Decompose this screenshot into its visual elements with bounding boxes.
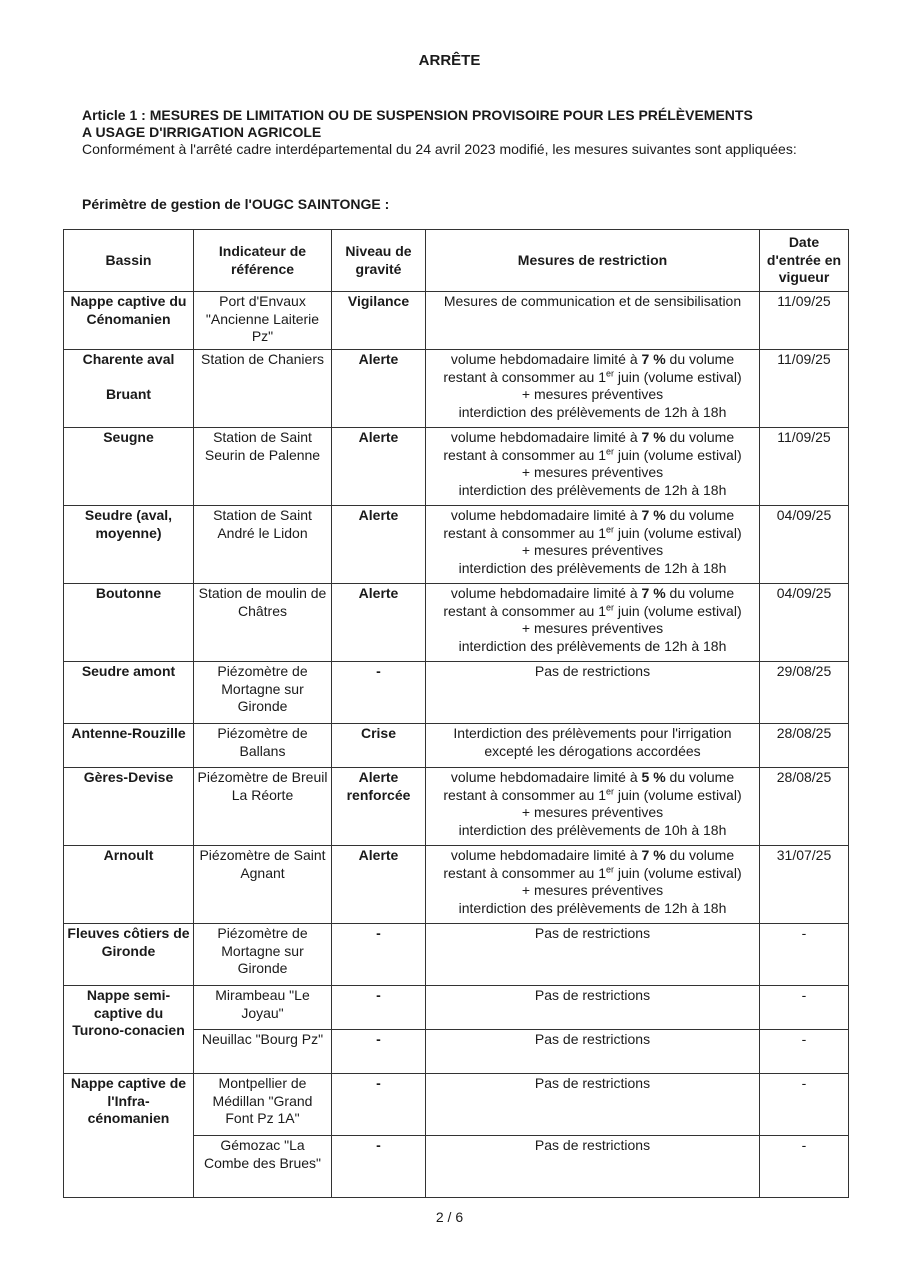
cell-date: 11/09/25 <box>760 350 849 428</box>
header-mesures: Mesures de restriction <box>426 230 760 292</box>
cell-niveau: Vigilance <box>332 292 426 350</box>
table-row <box>64 506 849 584</box>
cell-bassin: Seugne <box>64 428 194 506</box>
cell-niveau: Alerte <box>332 584 426 662</box>
table-row <box>64 986 849 1030</box>
cell-indicateur: Mirambeau "Le Joyau" <box>194 986 332 1030</box>
cell-indicateur: Piézomètre de Mortagne sur Gironde <box>194 662 332 724</box>
cell-bassin: Seudre amont <box>64 662 194 724</box>
cell-indicateur: Station de Saint André le Lidon <box>194 506 332 584</box>
cell-mesure: Interdiction des prélèvements pour l'irrigation excepté les dérogations accordées <box>426 724 760 768</box>
cell-indicateur: Piézomètre de Saint Agnant <box>194 846 332 924</box>
cell-mesure: volume hebdomadaire limité à 7 % du volume restant à consommer au 1er juin (volume estival) + mesures préventives interdiction des prélèvements de 12h à 18h <box>426 428 760 506</box>
cell-indicateur: Montpellier de Médillan "Grand Font Pz 1A" <box>194 1074 332 1136</box>
cell-mesure: volume hebdomadaire limité à 7 % du volume restant à consommer au 1er juin (volume estival) + mesures préventives interdiction des prélèvements de 12h à 18h <box>426 350 760 428</box>
table-row <box>64 768 849 846</box>
cell-indicateur: Gémozac "La Combe des Brues" <box>194 1136 332 1198</box>
cell-mesure: volume hebdomadaire limité à 7 % du volume restant à consommer au 1er juin (volume estival) + mesures préventives interdiction des prélèvements de 12h à 18h <box>426 846 760 924</box>
table-row <box>64 428 849 506</box>
cell-indicateur: Port d'Envaux "Ancienne Laiterie Pz" <box>194 292 332 350</box>
table-row <box>64 292 849 350</box>
cell-bassin: Arnoult <box>64 846 194 924</box>
cell-date: - <box>760 1074 849 1136</box>
cell-date: 04/09/25 <box>760 506 849 584</box>
cell-bassin: Nappe captive de l'Infra-cénomanien <box>64 1074 194 1198</box>
cell-niveau: Crise <box>332 724 426 768</box>
cell-niveau: - <box>332 1030 426 1074</box>
cell-bassin: Fleuves côtiers de Gironde <box>64 924 194 986</box>
cell-bassin: Nappe semi-captive du Turono-conacien <box>64 986 194 1074</box>
cell-mesure: volume hebdomadaire limité à 7 % du volume restant à consommer au 1er juin (volume estival) + mesures préventives interdiction des prélèvements de 12h à 18h <box>426 506 760 584</box>
cell-date: - <box>760 924 849 986</box>
cell-mesure: Pas de restrictions <box>426 1136 760 1198</box>
cell-mesure: Pas de restrictions <box>426 1074 760 1136</box>
cell-bassin: Charente aval Bruant <box>64 350 194 428</box>
cell-date: 28/08/25 <box>760 768 849 846</box>
cell-bassin: Nappe captive du Cénomanien <box>64 292 194 350</box>
cell-mesure: Pas de restrictions <box>426 1030 760 1074</box>
cell-niveau: - <box>332 662 426 724</box>
cell-niveau: - <box>332 986 426 1030</box>
cell-date: 31/07/25 <box>760 846 849 924</box>
cell-mesure: volume hebdomadaire limité à 7 % du volume restant à consommer au 1er juin (volume estival) + mesures préventives interdiction des prélèvements de 12h à 18h <box>426 584 760 662</box>
article-1 <box>82 107 842 158</box>
cell-mesure: Pas de restrictions <box>426 986 760 1030</box>
cell-date: 29/08/25 <box>760 662 849 724</box>
article-heading: Article 1 : MESURES DE LIMITATION OU DE SUSPENSION PROVISOIRE POUR LES PRÉLÈVEMENTS A USAGE D'IRRIGATION AGRICOLE <box>82 107 753 140</box>
table-row <box>64 924 849 986</box>
table-row <box>64 350 849 428</box>
table-row <box>64 584 849 662</box>
cell-bassin: Seudre (aval, moyenne) <box>64 506 194 584</box>
cell-date: - <box>760 986 849 1030</box>
perimetre-heading: Périmètre de gestion de l'OUGC SAINTONGE : <box>82 196 390 212</box>
page-number: 2 / 6 <box>435 1209 464 1225</box>
cell-niveau: Alerte <box>332 506 426 584</box>
restrictions-table <box>63 229 849 1198</box>
cell-indicateur: Neuillac "Bourg Pz" <box>194 1030 332 1074</box>
table-header-row <box>64 230 849 292</box>
cell-niveau: - <box>332 1074 426 1136</box>
cell-niveau: Alerte <box>332 428 426 506</box>
cell-bassin: Gères-Devise <box>64 768 194 846</box>
cell-bassin: Antenne-Rouzille <box>64 724 194 768</box>
header-niveau: Niveau de gravité <box>332 230 426 292</box>
cell-date: 04/09/25 <box>760 584 849 662</box>
cell-mesure: Pas de restrictions <box>426 924 760 986</box>
cell-niveau: Alerte renforcée <box>332 768 426 846</box>
cell-niveau: Alerte <box>332 846 426 924</box>
cell-indicateur: Station de Chaniers <box>194 350 332 428</box>
article-body: Conformément à l'arrêté cadre interdépartemental du 24 avril 2023 modifié, les mesures suivantes sont appliquées: <box>82 141 797 157</box>
cell-date: 11/09/25 <box>760 428 849 506</box>
cell-niveau: Alerte <box>332 350 426 428</box>
cell-indicateur: Piézomètre de Ballans <box>194 724 332 768</box>
table-row <box>64 724 849 768</box>
cell-indicateur: Station de moulin de Châtres <box>194 584 332 662</box>
table-row <box>64 1074 849 1136</box>
cell-date: - <box>760 1030 849 1074</box>
cell-indicateur: Station de Saint Seurin de Palenne <box>194 428 332 506</box>
cell-bassin: Boutonne <box>64 584 194 662</box>
cell-mesure: volume hebdomadaire limité à 5 % du volume restant à consommer au 1er juin (volume estival) + mesures préventives interdiction des prélèvements de 10h à 18h <box>426 768 760 846</box>
cell-niveau: - <box>332 924 426 986</box>
cell-date: - <box>760 1136 849 1198</box>
cell-date: 11/09/25 <box>760 292 849 350</box>
cell-mesure: Mesures de communication et de sensibilisation <box>426 292 760 350</box>
table-row <box>64 846 849 924</box>
cell-indicateur: Piézomètre de Mortagne sur Gironde <box>194 924 332 986</box>
cell-niveau: - <box>332 1136 426 1198</box>
header-date: Date d'entrée en vigueur <box>760 230 849 292</box>
page-title: ARRÊTE <box>418 52 481 69</box>
header-bassin: Bassin <box>64 230 194 292</box>
cell-mesure: Pas de restrictions <box>426 662 760 724</box>
cell-date: 28/08/25 <box>760 724 849 768</box>
table-row <box>64 662 849 724</box>
header-indicateur: Indicateur de référence <box>194 230 332 292</box>
cell-indicateur: Piézomètre de Breuil La Réorte <box>194 768 332 846</box>
